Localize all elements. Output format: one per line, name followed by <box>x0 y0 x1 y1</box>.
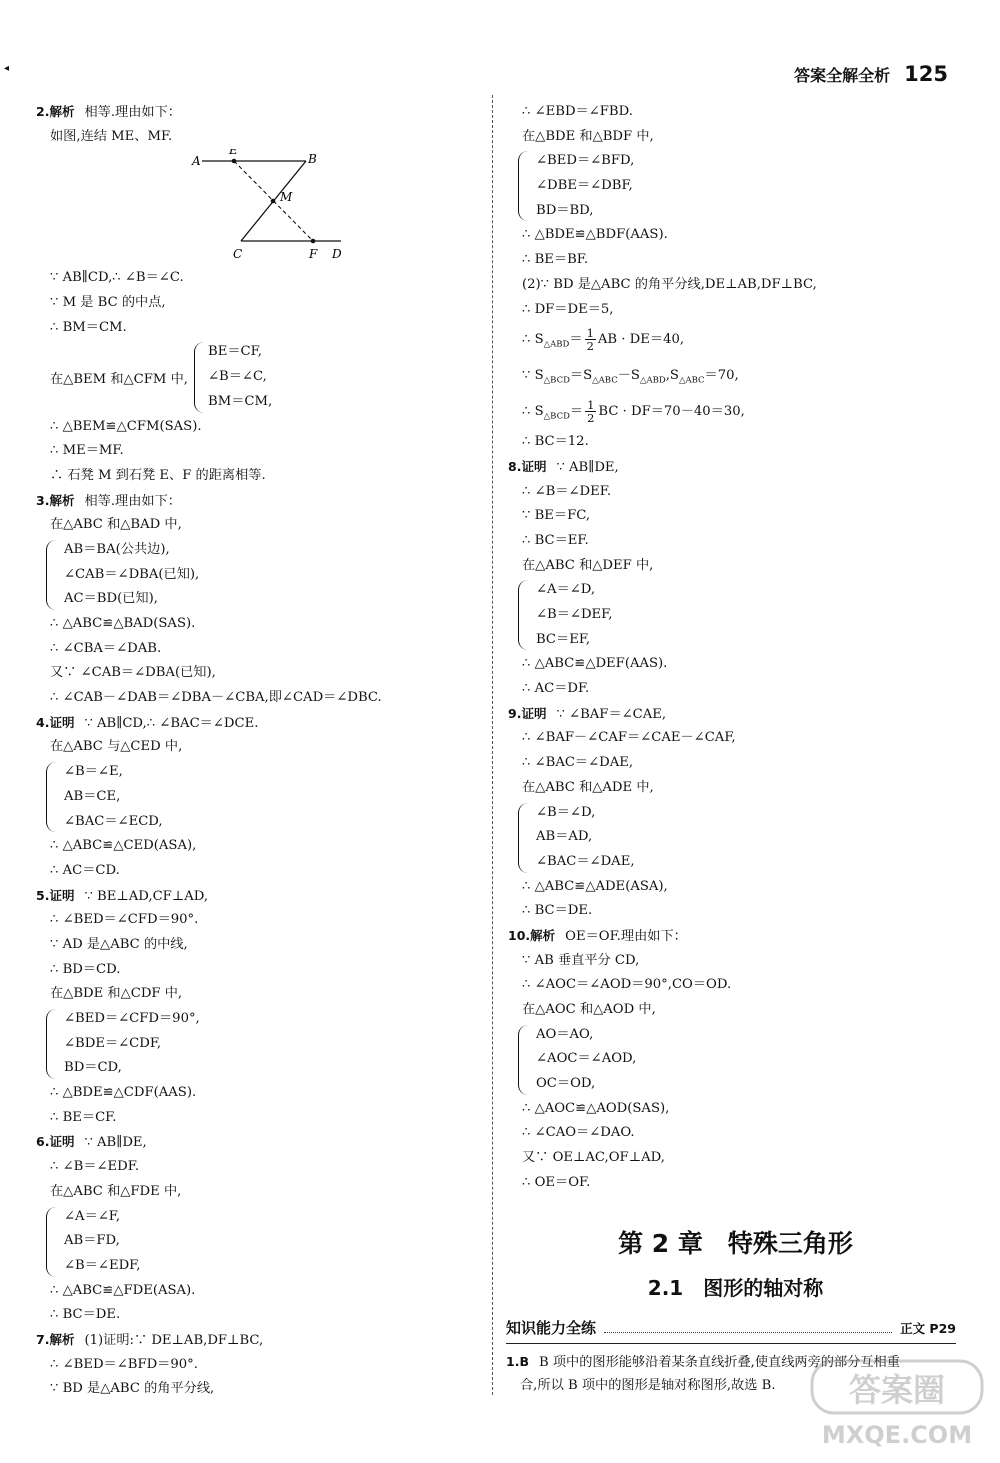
question-head: OE＝OF.理由如下： <box>565 928 687 944</box>
curly-brace <box>46 1009 56 1079</box>
question-head: 相等.理由如下： <box>84 493 181 509</box>
brace-group <box>508 801 963 875</box>
question-number: 3.解析 <box>36 492 75 508</box>
text-line: ∴ ∠EBD＝∠FBD. <box>522 104 633 119</box>
brace-group <box>508 578 963 652</box>
figure-svg <box>36 149 476 266</box>
curly-brace <box>518 580 528 650</box>
question-3 <box>36 489 476 711</box>
curly-brace <box>518 151 528 221</box>
brace-line: AO＝AO, <box>536 1026 594 1042</box>
text-line: ∴ OE＝OF. <box>522 1174 591 1190</box>
watermark-url: MXQE.COM <box>821 1421 973 1449</box>
text-line: ∴ 石凳 M 到石凳 E、F 的距离相等. <box>50 467 266 483</box>
brace-line: AB＝AD, <box>536 829 593 845</box>
question-head: 相等.理由如下： <box>84 105 181 120</box>
brace-line: ∠BAC＝∠ECD, <box>64 813 163 829</box>
eq-subscript: △BCD <box>543 375 570 386</box>
eq-text: AB · DE＝40, <box>597 332 685 348</box>
text-line: ∴ △ABC≌△DEF(AAS). <box>522 656 668 672</box>
text-line: ∴ AC＝CD. <box>50 862 120 878</box>
question-number: 7.解析 <box>36 1331 75 1347</box>
leader-dots <box>604 1322 892 1333</box>
brace-group <box>508 149 963 223</box>
brace-line: ∠A＝∠F, <box>64 1208 121 1224</box>
brace-line: ∠DBE＝∠DBF, <box>536 178 633 194</box>
eq-subscript: △ABD <box>543 339 570 350</box>
eq-text: ,S <box>665 368 679 384</box>
text-line: 在△ABC 与△CED 中, <box>50 739 183 755</box>
brace-lead-text: 在△BEM 和△CFM 中, <box>50 371 188 387</box>
curly-brace <box>518 1025 528 1095</box>
eq-subscript: △BCD <box>543 411 570 422</box>
text-line: ∵ AB 垂直平分 CD, <box>522 952 640 968</box>
brace-line: ∠BDE＝∠CDF, <box>64 1035 162 1051</box>
text-line: ∴ BC＝DE. <box>50 1307 121 1323</box>
eq-text: ＝ <box>569 332 583 348</box>
fraction <box>585 327 596 352</box>
text-line: ∴ △BDE≌△CDF(AAS). <box>50 1085 197 1101</box>
question-head: ∵ ∠BAF＝∠CAE, <box>556 706 667 722</box>
question-number: 9.证明 <box>508 705 547 721</box>
brace-group <box>36 760 476 834</box>
text-line: ∴ DF＝DE＝5, <box>522 301 614 317</box>
fraction-denominator: 2 <box>587 411 595 426</box>
text-line: 在△BDE 和△CDF 中, <box>50 986 183 1002</box>
brace-line: ∠B＝∠DEF, <box>536 607 613 622</box>
header-title: 答案全解全析 <box>794 66 891 85</box>
text-line: ∴ BC＝DE. <box>522 903 593 919</box>
text-line: ∴ ∠BED＝∠CFD＝90°. <box>50 912 199 928</box>
column-divider <box>492 95 493 1395</box>
area-equation-1 <box>508 322 963 358</box>
eq-subscript: △ABC <box>592 375 618 386</box>
brace-line: OC＝OD, <box>536 1076 596 1092</box>
label-A: A <box>192 154 201 169</box>
text-line: ∴ BM＝CM. <box>50 319 127 335</box>
fraction-numerator: 1 <box>586 326 594 341</box>
question-4 <box>36 711 476 884</box>
page-corner-mark: ◂ <box>4 63 10 74</box>
question-number: 1.B <box>506 1354 529 1369</box>
brace-line: BD＝BD, <box>536 202 594 218</box>
brace-line: AB＝BA(公共边), <box>64 541 170 557</box>
text-line: ∴ △AOC≌△AOD(SAS), <box>522 1100 670 1116</box>
text-line: ∴ ∠AOC＝∠AOD＝90°,CO＝OD. <box>522 977 732 993</box>
brace-line: AB＝CE, <box>64 788 121 804</box>
brace-group <box>36 340 476 414</box>
label-D: D <box>332 247 342 262</box>
question-7-continued <box>508 100 963 455</box>
brace-line: ∠BED＝∠BFD, <box>536 153 635 169</box>
text-line: ∴ ∠BED＝∠BFD＝90°. <box>50 1356 198 1372</box>
brace-line: ∠B＝∠EDF, <box>64 1257 141 1273</box>
text-line: ∴ BE＝BF. <box>522 252 589 268</box>
question-number: 8.证明 <box>508 458 547 474</box>
eq-subscript: △ABD <box>639 375 666 386</box>
answer-text: 合,所以 B 项中的图形是轴对称图形,故选 B. <box>520 1378 776 1393</box>
text-line: 如图,连结 ME、MF. <box>50 128 173 144</box>
brace-line: ∠AOC＝∠AOD, <box>536 1051 637 1067</box>
right-column <box>508 100 963 1196</box>
brace-line: AB＝FD, <box>64 1233 120 1249</box>
question-head: ∵ BE⊥AD,CF⊥AD, <box>84 888 209 904</box>
text-line: 又∵ ∠CAB＝∠DBA(已知), <box>50 665 216 681</box>
eq-text: ∴ S <box>522 404 544 420</box>
text-line: (2)∵ BD 是△ABC 的角平分线,DE⊥AB,DF⊥BC, <box>522 276 817 292</box>
brace-line: ∠B＝∠D, <box>536 804 596 820</box>
curly-brace <box>194 342 204 412</box>
answer-text: B 项中的图形能够沿着某条直线折叠,使直线两旁的部分互相重 <box>538 1355 900 1370</box>
fraction <box>585 399 596 424</box>
text-line: ∴ ∠CBA＝∠DAB. <box>50 640 162 656</box>
eq-text: BC · DF＝70－40＝30, <box>598 404 745 420</box>
text-line: ∵ BE＝FC, <box>522 508 591 524</box>
question-5 <box>36 884 476 1131</box>
question-head: ∵ AB∥DE, <box>84 1135 147 1151</box>
eq-text: －S <box>617 368 640 384</box>
question-10 <box>508 924 963 1196</box>
text-line: ∴ △BEM≌△CFM(SAS). <box>50 418 202 434</box>
brace-line: BD＝CD, <box>64 1060 122 1076</box>
brace-group <box>36 1205 476 1279</box>
geometry-figure <box>36 149 476 266</box>
label-F: F <box>309 247 318 262</box>
text-line: ∴ △BDE≌△BDF(AAS). <box>522 227 668 243</box>
brace-group <box>508 1023 963 1097</box>
text-line: ∵ AD 是△ABC 的中线, <box>50 936 188 952</box>
page-header <box>794 62 948 86</box>
fraction-denominator: 2 <box>586 339 594 354</box>
text-line: ∴ ∠B＝∠EDF. <box>50 1159 140 1175</box>
text-line: ∴ △ABC≌△FDE(ASA). <box>50 1282 196 1298</box>
brace-line: ∠A＝∠D, <box>536 582 596 598</box>
brace-line: ∠BAC＝∠DAE, <box>536 853 635 869</box>
question-number: 5.证明 <box>36 887 75 903</box>
text-line: ∴ ME＝MF. <box>50 443 124 459</box>
label-E: E <box>229 149 238 158</box>
knowledge-practice-bar <box>506 1317 956 1338</box>
watermark-text: 答案圈 <box>848 1371 946 1409</box>
question-number: 10.解析 <box>508 927 556 943</box>
text-line: ∵ M 是 BC 的中点, <box>50 295 166 311</box>
question-number: 4.证明 <box>36 714 75 730</box>
fraction-numerator: 1 <box>587 398 595 413</box>
left-column <box>36 100 476 1402</box>
brace-line: BC＝EF, <box>536 631 591 647</box>
text-line: 在△ABC 和△BAD 中, <box>50 517 182 533</box>
label-B: B <box>308 152 317 167</box>
eq-text: ∵ S <box>522 368 544 384</box>
text-line: 在△ABC 和△DEF 中, <box>522 557 654 573</box>
label-C: C <box>233 247 243 262</box>
text-line: ∴ △ABC≌△BAD(SAS). <box>50 616 196 631</box>
eq-text: ＝S <box>569 368 593 384</box>
watermark-logo <box>802 1357 992 1457</box>
brace-line: AC＝BD(已知), <box>64 591 158 607</box>
label-M: M <box>280 190 293 205</box>
question-head: ∵ AB∥DE, <box>556 459 619 475</box>
curly-brace <box>46 1207 56 1277</box>
eq-text: ＝ <box>569 404 584 420</box>
eq-text: ∴ S <box>522 332 544 348</box>
question-8 <box>508 455 963 702</box>
question-9 <box>508 702 963 924</box>
practice-title: 知识能力全练 <box>506 1319 597 1337</box>
text-line: ∴ ∠B＝∠DEF. <box>522 483 612 499</box>
text-line: ∴ ∠BAF－∠CAF＝∠CAE－∠CAF, <box>522 730 736 746</box>
text-line: 在△BDE 和△BDF 中, <box>522 128 654 144</box>
text-line: ∴ BC＝EF. <box>522 532 589 548</box>
text-line: 在△AOC 和△AOD 中, <box>522 1002 656 1017</box>
horizontal-rule <box>506 1343 956 1344</box>
text-line: ∴ ∠CAB－∠DAB＝∠DBA－∠CBA,即∠CAD＝∠DBC. <box>50 690 382 706</box>
page-number: 125 <box>904 62 948 86</box>
text-line: ∵ BD 是△ABC 的角平分线, <box>50 1381 215 1397</box>
text-line: 在△ABC 和△FDE 中, <box>50 1183 182 1199</box>
chapter-title: 第 2 章 特殊三角形 <box>618 1229 853 1258</box>
question-number: 2.解析 <box>36 104 75 119</box>
question-head: ∵ AB∥CD,∴ ∠BAC＝∠DCE. <box>84 715 259 731</box>
text-line: ∴ BC＝12. <box>522 434 589 450</box>
brace-line: ∠B＝∠C, <box>208 369 267 385</box>
text-line: ∴ BE＝CF. <box>50 1109 117 1125</box>
area-equation-3 <box>508 394 963 430</box>
text-line: ∴ △ABC≌△ADE(ASA), <box>522 878 668 894</box>
text-line: ∴ AC＝DF. <box>522 681 590 697</box>
brace-line: ∠B＝∠E, <box>64 764 123 780</box>
text-line: ∴ BD＝CD. <box>50 961 121 977</box>
brace-line: BM＝CM, <box>208 393 273 409</box>
text-line: ∵ AB∥CD,∴ ∠B＝∠C. <box>50 270 184 286</box>
text-line: ∴ ∠BAC＝∠DAE, <box>522 755 634 771</box>
text-line: ∴ △ABC≌△CED(ASA), <box>50 838 197 854</box>
eq-subscript: △ABC <box>678 375 705 386</box>
question-2 <box>36 100 476 489</box>
brace-line: ∠CAB＝∠DBA(已知), <box>64 566 200 582</box>
textbook-page-ref: 正文 P29 <box>900 1320 956 1336</box>
brace-line: BE＝CF, <box>208 344 262 360</box>
brace-line: ∠BED＝∠CFD＝90°, <box>64 1011 200 1026</box>
area-equation-2 <box>508 358 963 394</box>
brace-group <box>36 538 476 612</box>
curly-brace <box>46 540 56 610</box>
section-title: 2.1 图形的轴对称 <box>647 1276 824 1300</box>
text-line: ∴ ∠CAO＝∠DAO. <box>522 1125 635 1141</box>
text-line: 在△ABC 和△ADE 中, <box>522 779 654 795</box>
text-line: 又∵ OE⊥AC,OF⊥AD, <box>522 1150 665 1166</box>
brace-group <box>36 1007 476 1081</box>
eq-text: ＝70, <box>704 368 739 384</box>
question-6 <box>36 1130 476 1328</box>
question-7 <box>36 1328 476 1402</box>
question-number: 6.证明 <box>36 1134 75 1150</box>
curly-brace <box>518 803 528 873</box>
question-head: (1)证明:∵ DE⊥AB,DF⊥BC, <box>84 1332 264 1348</box>
curly-brace <box>46 762 56 832</box>
